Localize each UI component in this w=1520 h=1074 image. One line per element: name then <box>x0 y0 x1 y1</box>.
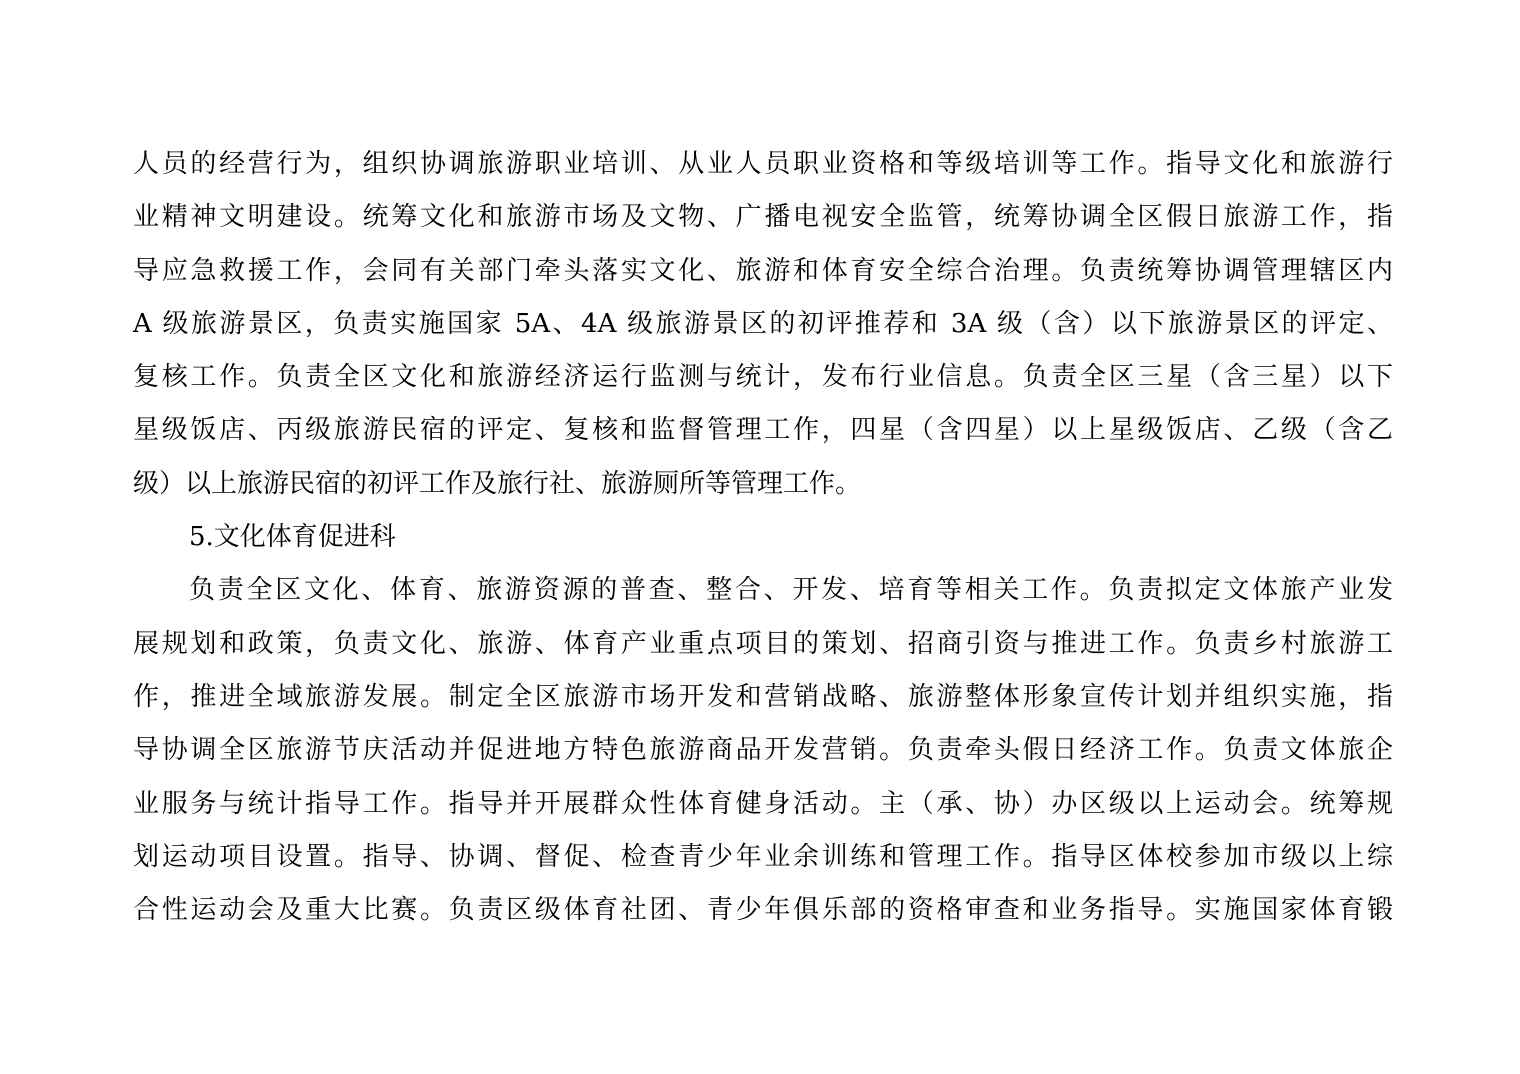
paragraph-line: 级）以上旅游民宿的初评工作及旅行社、旅游厕所等管理工作。 <box>133 468 862 499</box>
paragraph-line: 复核工作。负责全区文化和旅游经济运行监测与统计，发布行业信息。负责全区三星（含三星）以下 <box>133 362 1393 393</box>
paragraph-line: 作，推进全域旅游发展。制定全区旅游市场开发和营销战略、旅游整体形象宣传计划并组织实施，指 <box>133 681 1393 712</box>
document-body <box>133 138 1393 937</box>
paragraph-line: 人员的经营行为，组织协调旅游职业培训、从业人员职业资格和等级培训等工作。指导文化和旅游行 <box>133 149 1393 179</box>
paragraph-line: 划运动项目设置。指导、协调、督促、检查青少年业余训练和管理工作。指导区体校参加市级以上综 <box>133 841 1393 872</box>
section-heading: 5.文化体育促进科 <box>189 522 396 553</box>
paragraph-line: 合性运动会及重大比赛。负责区级体育社团、青少年俱乐部的资格审查和业务指导。实施国家体育锻 <box>133 895 1393 926</box>
paragraph-line: 星级饭店、丙级旅游民宿的评定、复核和监督管理工作，四星（含四星）以上星级饭店、乙级（含乙 <box>133 415 1393 446</box>
paragraph-line: A 级旅游景区，负责实施国家 5A、4A 级旅游景区的初评推荐和 3A 级（含）以下旅游景区的评定、 <box>133 308 1393 339</box>
paragraph-line: 业服务与统计指导工作。指导并开展群众性体育健身活动。主（承、协）办区级以上运动会。统筹规 <box>133 788 1393 819</box>
paragraph-line: 导协调全区旅游节庆活动并促进地方特色旅游商品开发营销。负责牵头假日经济工作。负责文体旅企 <box>133 735 1393 766</box>
paragraph-line: 负责全区文化、体育、旅游资源的普查、整合、开发、培育等相关工作。负责拟定文体旅产业发 <box>189 575 1393 606</box>
paragraph-line: 展规划和政策，负责文化、旅游、体育产业重点项目的策划、招商引资与推进工作。负责乡村旅游工 <box>133 628 1393 659</box>
paragraph-line: 业精神文明建设。统筹文化和旅游市场及文物、广播电视安全监管，统筹协调全区假日旅游工作，指 <box>133 202 1393 233</box>
paragraph-line: 导应急救援工作，会同有关部门牵头落实文化、旅游和体育安全综合治理。负责统筹协调管理辖区内 <box>133 255 1393 286</box>
